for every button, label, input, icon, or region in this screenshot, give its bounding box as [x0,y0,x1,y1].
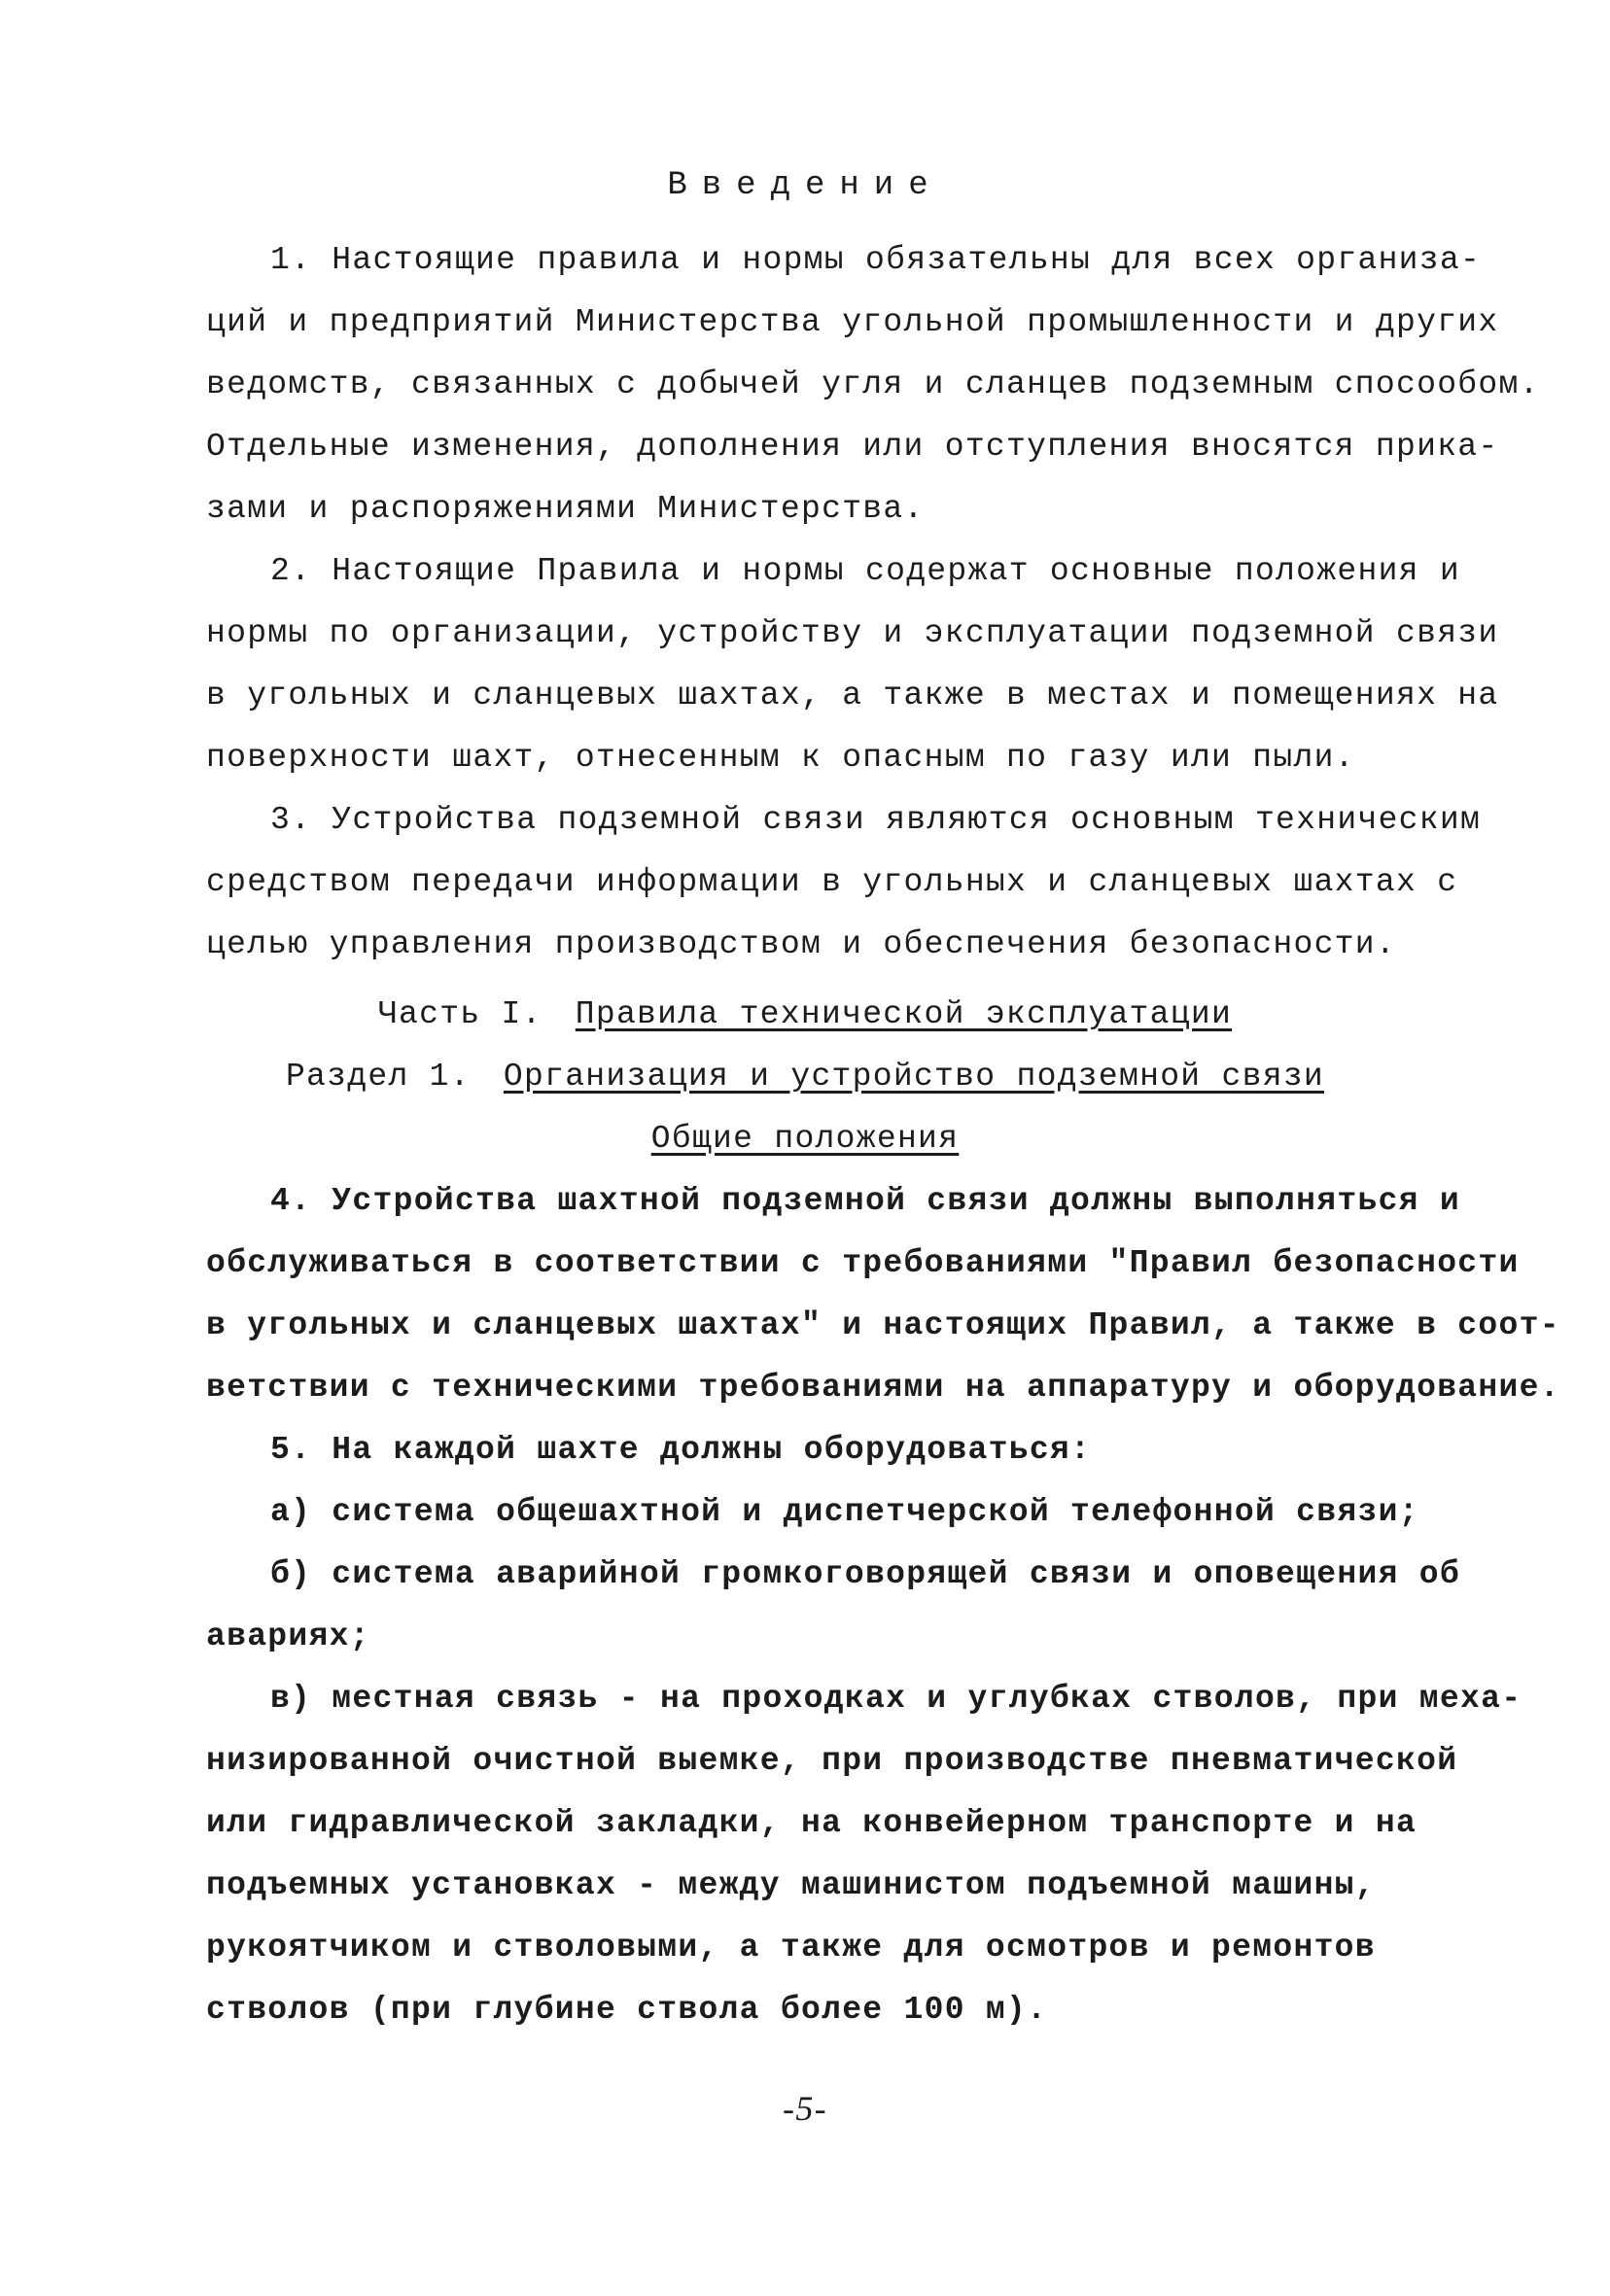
page-title: Введение [667,167,943,204]
paragraph-4-line: ветствии с техническими требованиями на аппаратуру и оборудование. [206,1370,1560,1406]
list-item-c-cont: рукоятчиком и стволовыми, а также для осмотров и ремонтов [206,1930,1376,1966]
section-heading [0,1046,1610,1108]
part-heading [0,984,1610,1046]
paragraph-1-line: ведомств, связанных с добычей угля и сланцев подземным спосообом. [206,366,1540,402]
part-title: Правила технической эксплуатации [575,996,1233,1032]
list-item-c-cont: стволов (при глубине ствола более 100 м). [206,1992,1048,2028]
list-item-a: а) система общешахтной и диспетчерской телефонной связи; [270,1494,1419,1530]
paragraph-3-line: 3. Устройства подземной связи являются основным техническим [270,802,1482,838]
intro-paragraphs [206,229,1540,976]
paragraph-4-line: обслуживаться в соответствии с требованиями "Правил безопасности [206,1245,1520,1281]
list-item-c-cont: подъемных установках - между машинистом подъемной машины, [206,1867,1376,1903]
paragraph-1-line: зами и распоряжениями Министерства. [206,491,925,527]
list-item-b: б) система аварийной громкоговорящей связи и оповещения об [270,1556,1460,1592]
list-item-c-cont: низированной очистной выемке, при производстве пневматической [206,1743,1458,1779]
paragraph-3-line: средством передачи информации в угольных и сланцевых шахтах с [206,864,1458,900]
page-number: -5- [783,2089,827,2128]
paragraph-2-line: поверхности шахт, отнесенным к опасным по газу или пыли. [206,740,1355,776]
paragraph-2-line: 2. Настоящие Правила и нормы содержат основные положения и [270,553,1460,589]
paragraph-2-line: в угольных и сланцевых шахтах, а также в местах и помещениях на [206,678,1499,713]
subsection-heading [0,1108,1610,1170]
part-label: Часть I. [377,996,542,1032]
list-item-b-cont: авариях; [206,1618,370,1654]
paragraph-5-line: 5. На каждой шахте должны оборудоваться: [270,1432,1092,1468]
paragraph-1-line: Отдельные изменения, дополнения или отступления вносятся прика- [206,429,1499,465]
paragraph-3-line: целью управления производством и обеспечения безопасности. [206,926,1396,962]
paragraph-2-line: нормы по организации, устройству и эксплуатации подземной связи [206,615,1499,651]
subsection-title: Общие положения [650,1121,960,1157]
paragraph-4-line: в угольных и сланцевых шахтах" и настоящих Правил, а также в соот- [206,1307,1560,1343]
paragraph-1-line: ций и предприятий Министерства угольной промышленности и других [206,304,1499,340]
list-item-c-cont: или гидравлической закладки, на конвейерном транспорте и на [206,1805,1418,1841]
paragraph-1-line: 1. Настоящие правила и нормы обязательны для всех организа- [270,242,1482,278]
paragraph-4-line: 4. Устройства шахтной подземной связи должны выполняться и [270,1183,1460,1219]
list-item-c: в) местная связь - на проходках и углубках стволов, при меха- [270,1681,1522,1717]
body-paragraphs [206,1170,1560,2041]
section-title: Организация и устройство подземной связи [503,1059,1325,1095]
section-label: Раздел 1. [285,1059,471,1095]
